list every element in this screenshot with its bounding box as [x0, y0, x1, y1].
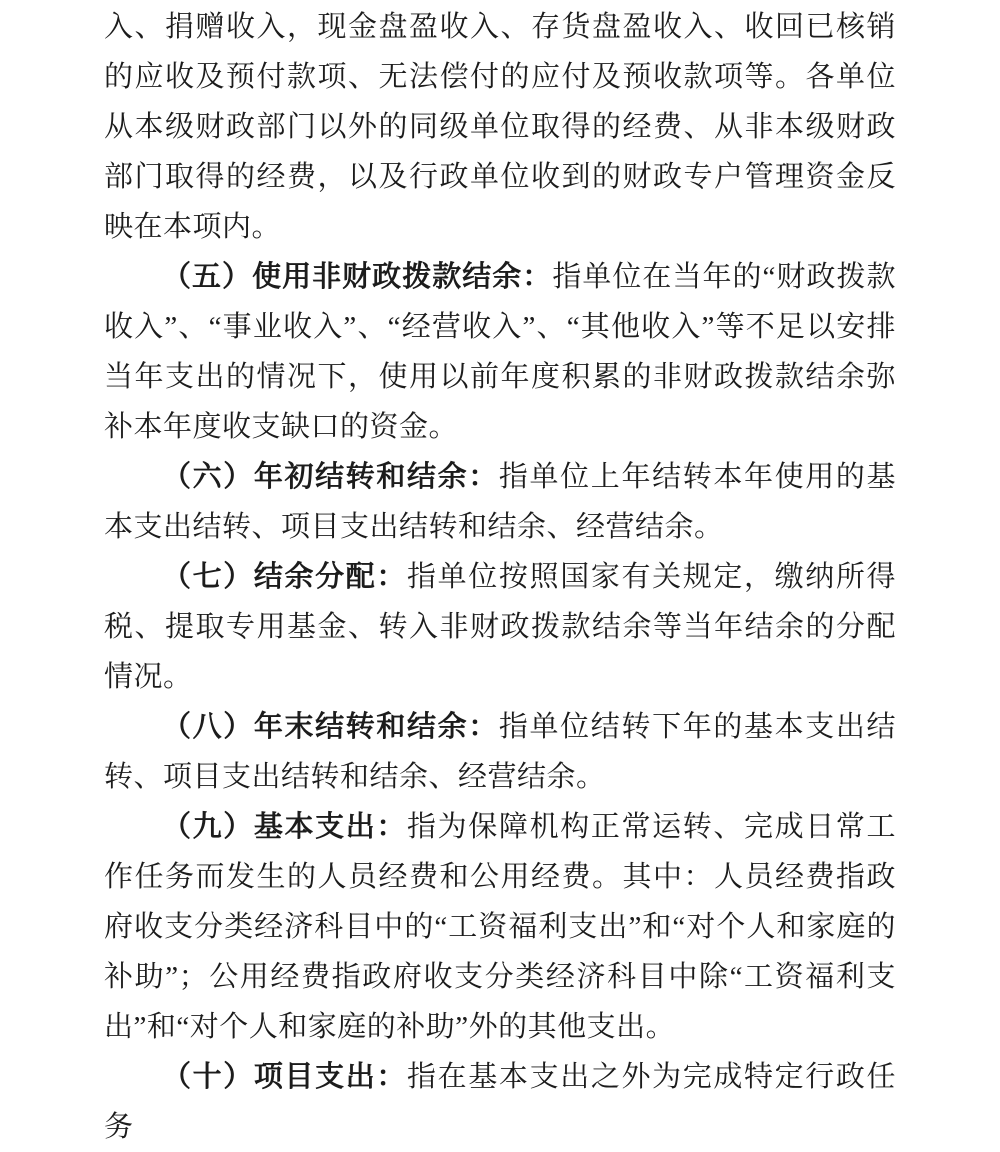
paragraph-text: 指单位按照国家有关规定，缴纳所得税、提取专用基金、转入非财政拨款结余等当年结余的分配情况。: [104, 561, 896, 693]
paragraph-heading: （十）项目支出：: [162, 1061, 408, 1093]
paragraph-item-10: [104, 1052, 896, 1152]
paragraph-continuation: [104, 2, 896, 252]
paragraph-text: 指在基本支出之外为完成特定行政任务: [104, 1061, 896, 1143]
paragraph-text: 入、捐赠收入，现金盘盈收入、存货盘盈收入、收回已核销的应收及预付款项、无法偿付的应付及预收款项等。各单位从本级财政部门以外的同级单位取得的经费、从非本级财政部门取得的经费，以及行政单位收到的财政专户管理资金反映在本项内。: [104, 11, 896, 243]
document-body: [104, 2, 896, 1152]
paragraph-heading: （五）使用非财政拨款结余：: [162, 261, 553, 293]
paragraph-text: 指单位在当年的“财政拨款收入”、“事业收入”、“经营收入”、“其他收入”等不足以安排当年支出的情况下，使用以前年度积累的非财政拨款结余弥补本年度收支缺口的资金。: [104, 261, 896, 443]
paragraph-item-6: [104, 452, 896, 552]
paragraph-item-7: [104, 552, 896, 702]
paragraph-text: 指单位结转下年的基本支出结转、项目支出结转和结余、经营结余。: [104, 711, 896, 793]
paragraph-item-9: [104, 802, 896, 1052]
paragraph-heading: （九）基本支出：: [162, 811, 408, 843]
paragraph-text: 指为保障机构正常运转、完成日常工作任务而发生的人员经费和公用经费。其中：人员经费指政府收支分类经济科目中的“工资福利支出”和“对个人和家庭的补助”；公用经费指政府收支分类经济科目中除“工资福利支出”和“对个人和家庭的补助”外的其他支出。: [104, 811, 896, 1043]
paragraph-heading: （七）结余分配：: [162, 561, 408, 593]
paragraph-heading: （八）年末结转和结余：: [162, 711, 499, 743]
paragraph-heading: （六）年初结转和结余：: [162, 461, 499, 493]
paragraph-item-8: [104, 702, 896, 802]
paragraph-item-5: [104, 252, 896, 452]
paragraph-text: 指单位上年结转本年使用的基本支出结转、项目支出结转和结余、经营结余。: [104, 461, 896, 543]
